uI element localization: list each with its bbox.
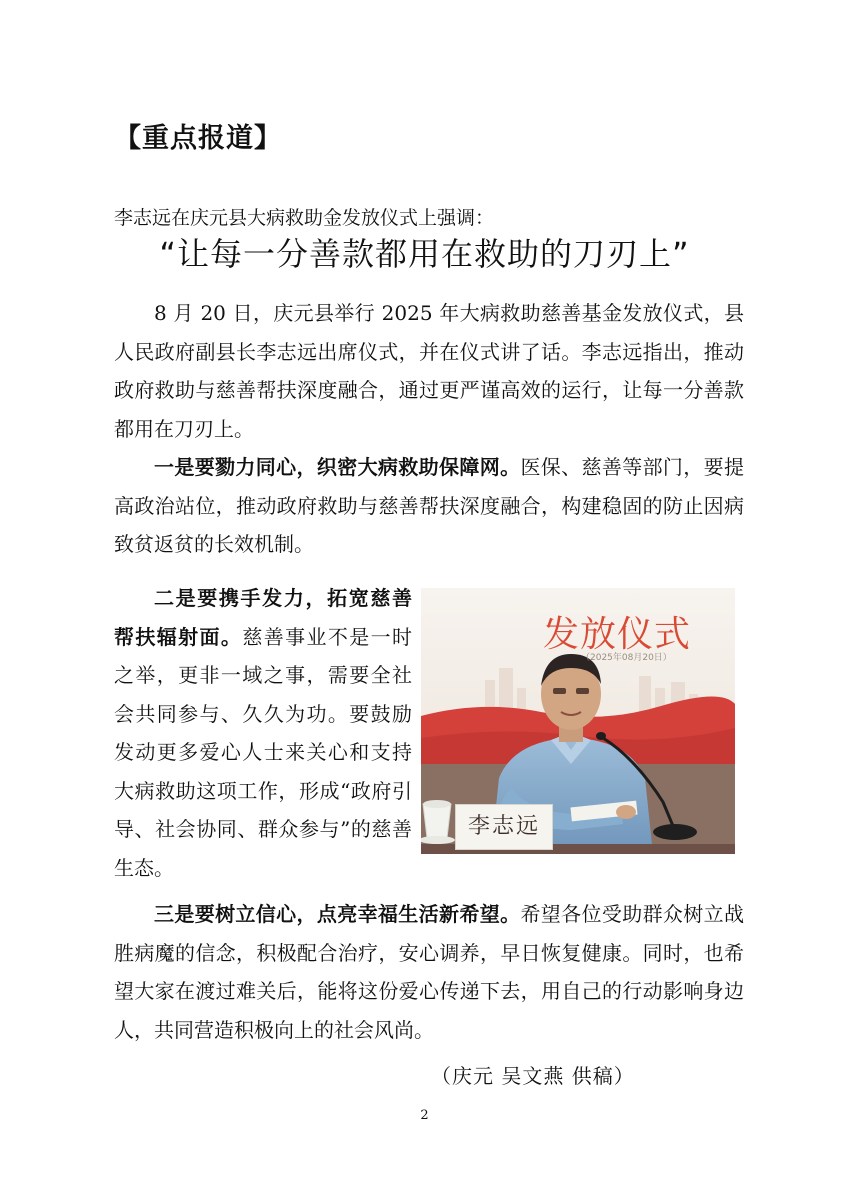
point-three-lead: 三是要树立信心，点亮幸福生活新希望。 [154, 902, 521, 926]
article-kicker: 李志远在庆元县大病救助金发放仪式上强调： [114, 207, 495, 229]
byline: （庆元 吴文燕 供稿） [431, 1064, 635, 1088]
banner-title: 发放仪式 [543, 614, 692, 655]
point-one-lead: 一是要勠力同心，织密大病救助保障网。 [154, 455, 521, 479]
section-tag: 【重点报道】 [114, 123, 282, 154]
event-photo [421, 588, 735, 854]
nameplate: 李志远 [455, 804, 553, 850]
point-two-body: 慈善事业不是一时之举，更非一域之事，需要全社会共同参与、久久为功。要鼓励发动更多爱心人士来关心和支持大病救助这项工作，形成“政府引导、社会协同、群众参与”的慈善生态。 [114, 624, 413, 880]
teacup [423, 804, 451, 838]
article-headline: “让每一分善款都用在救助的刀刃上” [159, 235, 690, 273]
paragraph-intro: 8 月 20 日，庆元县举行 2025 年大病救助慈善基金发放仪式，县人民政府副县长李志远出席仪式，并在仪式讲了话。李志远指出，推动政府救助与慈善帮扶深度融合，通过更严谨高效的运行，让每一分善款都用在刀刃上。 [114, 301, 744, 441]
point-two-lead: 二是要携手发力，拓宽慈善帮扶辐射面。 [114, 586, 412, 649]
point-three-body: 希望各位受助群众树立战胜病魔的信念，积极配合治疗，安心调养，早日恢复健康。同时，也希望大家在渡过难关后，能将这份爱心传递下去，用自己的行动影响身边人，共同营造积极向上的社会风尚。 [114, 902, 745, 1042]
banner-date: （2025年08月20日） [581, 653, 672, 663]
page-number: 2 [420, 1108, 429, 1123]
paragraph-point-one [114, 448, 744, 564]
point-one-body: 医保、慈善等部门，要提高政治站位，推动政府救助与慈善帮扶深度融合，构建稳固的防止因病致贫返贫的长效机制。 [114, 455, 745, 556]
paragraph-point-two [114, 579, 412, 887]
paragraph-point-three [114, 895, 744, 1049]
